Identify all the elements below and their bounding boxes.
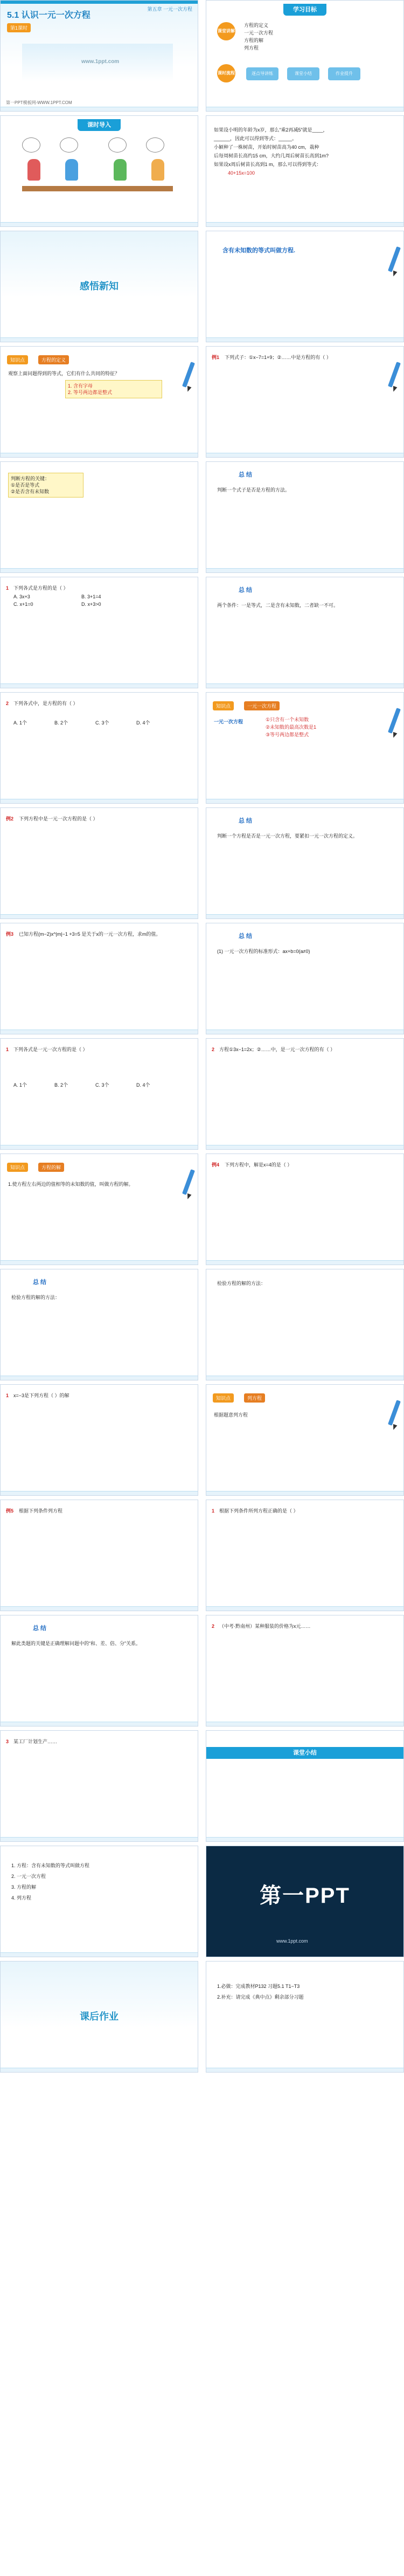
summary-text: (1) 一元一次方程的标准形式：ax+b=0(a≠0) xyxy=(217,949,310,954)
exercise-head: 1 xyxy=(6,585,9,591)
summary-text: 解此类题的关键是正确理解问题中的“和、差、倍、分”关系。 xyxy=(11,1641,141,1646)
slide-recap[interactable] xyxy=(206,1730,404,1842)
summary-title: 总 结 xyxy=(239,472,253,478)
exercise-text: 下列各式是方程的是（ ） xyxy=(13,585,68,591)
slide-bottombar xyxy=(1,1260,198,1265)
intro-line: 如果设小明的年龄为x岁，那么“乘2再减5”就是____， xyxy=(214,127,328,133)
slide-banner: 课时导入 xyxy=(78,119,121,131)
slide-example-4[interactable] xyxy=(206,1154,404,1265)
slide-summary-3[interactable] xyxy=(206,807,404,919)
definition-item: ②未知数的最高次数是1 xyxy=(266,724,317,730)
pen-icon xyxy=(184,362,193,394)
slide-bottombar xyxy=(206,1722,403,1726)
flow-step: 逐点导讲练 xyxy=(246,67,278,80)
objective-item: 方程的定义 xyxy=(244,23,269,28)
slide-exercise-1[interactable] xyxy=(0,577,198,688)
summary-text: 判断一个方程是否是一元一次方程，要紧扣一元一次方程的定义。 xyxy=(217,833,358,839)
chapter-label: 第五章 一元一次方程 xyxy=(147,6,192,12)
method-box xyxy=(8,473,83,498)
kid-figure xyxy=(151,159,164,181)
intro-equation: 40+15x=100 xyxy=(228,170,255,176)
summary-text: 判断一个式子是否是方程的方法。 xyxy=(217,487,290,493)
slide-bottombar xyxy=(206,683,403,688)
intro-line: ______，因此可以得到等式：_____。 xyxy=(214,136,297,141)
example-head: 例2 xyxy=(6,816,14,821)
exercise-head: 2 xyxy=(212,1047,215,1052)
slide-homework[interactable] xyxy=(206,1961,404,2073)
slide-title[interactable] xyxy=(0,0,198,112)
slide-summary-1[interactable] xyxy=(206,461,404,573)
intro-line: 如果设x周后树苗长高到1 m，那么可以得到等式： xyxy=(214,162,322,167)
knowledge-tag: 知识点 xyxy=(7,1163,28,1172)
slide-bottombar xyxy=(206,337,403,342)
ad-footer: www.1ppt.com xyxy=(276,1938,308,1944)
example-text: 下列方程中是一元一次方程的是（ ） xyxy=(19,816,98,821)
definition-item: ①只含有一个未知数 xyxy=(266,717,309,722)
objective-item: 一元一次方程 xyxy=(244,30,274,36)
slide-exercise-4[interactable] xyxy=(206,1038,404,1150)
option[interactable]: D. 4个 xyxy=(136,1082,150,1088)
section-title: 课后作业 xyxy=(80,2011,119,2022)
slide-bottombar xyxy=(206,914,403,918)
definition-label: 一元一次方程 xyxy=(214,719,243,724)
exercise-head: 1 xyxy=(212,1508,215,1514)
pen-icon xyxy=(389,1400,399,1432)
slide-bottombar xyxy=(1,222,198,226)
question-line: 观察上面问题得到的等式，它们有什么共同的特征？ xyxy=(8,371,120,376)
slide-section-new[interactable] xyxy=(0,231,198,342)
slide-knowledge-2[interactable] xyxy=(206,692,404,804)
slide-summary-2[interactable] xyxy=(206,577,404,688)
exercise-text: 根据下列条件所列方程正确的是（ ） xyxy=(219,1508,298,1514)
objective-item: 方程的解 xyxy=(244,38,264,43)
slide-banner: 学习目标 xyxy=(283,4,326,16)
method-item: ①是否是等式 xyxy=(11,482,40,488)
homework-line: 1.必做：完成教材P132 习题5.1 T1−T3 xyxy=(217,1984,300,1989)
slide-topbar xyxy=(1,1,198,4)
slide-bottombar xyxy=(1,568,198,572)
example-text: 已知方程(m−2)x^|m|−1 +3=5 是关于x的一元一次方程，求m的值。 xyxy=(19,931,161,937)
slide-bottombar xyxy=(1,1145,198,1149)
recap-item: 3. 方程的解 xyxy=(11,1884,37,1890)
slide-bottombar xyxy=(1,2068,198,2072)
slide-summary-6[interactable] xyxy=(206,1269,404,1380)
option[interactable]: B. 3+1=4 xyxy=(81,594,101,599)
explain-label: 课堂讲解 xyxy=(217,22,235,40)
knowledge-title: 一元一次方程 xyxy=(244,701,280,710)
lesson-chip: 第1课时 xyxy=(7,23,31,32)
slide-title-text: 5.1 认识一元一次方程 xyxy=(7,11,90,20)
slide-summary-7[interactable] xyxy=(0,1615,198,1726)
recap-item: 1. 方程：含有未知数的等式叫做方程 xyxy=(11,1863,90,1868)
slide-knowledge-4[interactable] xyxy=(206,1384,404,1496)
option[interactable]: B. 2个 xyxy=(54,1082,68,1088)
definition-item: ③等号两边都是整式 xyxy=(266,732,309,737)
slide-summary-4[interactable] xyxy=(206,923,404,1034)
knowledge-title: 方程的解 xyxy=(38,1163,64,1172)
example-head: 例3 xyxy=(6,931,14,937)
recap-item: 4. 列方程 xyxy=(11,1895,32,1901)
option[interactable]: A. 1个 xyxy=(13,720,27,726)
pen-icon xyxy=(389,708,399,740)
example-text: 下列方程中，解是x=4的是（ ） xyxy=(225,1162,292,1168)
knowledge-title: 方程的定义 xyxy=(38,355,69,364)
ppt-logo: 第一PPT xyxy=(260,1884,350,1908)
exercise-text: 下列各式是一元一次方程的是（ ） xyxy=(13,1047,88,1052)
slide-example-1[interactable] xyxy=(206,346,404,458)
objective-item: 列方程 xyxy=(244,45,259,51)
slide-exercise-2[interactable] xyxy=(0,692,198,804)
desk xyxy=(22,186,173,191)
option[interactable]: C. x+1=0 xyxy=(13,602,33,607)
section-title: 感悟新知 xyxy=(80,281,119,292)
speech-bubble xyxy=(108,137,127,153)
slide-bottombar xyxy=(206,222,403,226)
slide-bottombar xyxy=(206,1030,403,1034)
exercise-text: 方程①3x−1=2x；②……中，是一元一次方程的有（ ） xyxy=(219,1047,336,1052)
example-text: 根据下列条件列方程 xyxy=(19,1508,63,1514)
kid-figure xyxy=(65,159,78,181)
exercise-text: （中考·黔南州）某种服装的价格为x元…… xyxy=(219,1624,311,1629)
example-head: 例1 xyxy=(212,355,220,360)
slide-bottombar xyxy=(206,568,403,572)
slide-homework-title[interactable] xyxy=(0,1961,198,2073)
slide-bottombar xyxy=(206,1837,403,1841)
speech-bubble xyxy=(146,137,164,153)
option[interactable]: D. x+3>0 xyxy=(81,602,101,607)
recap-item: 2. 一元一次方程 xyxy=(11,1874,46,1879)
slide-example-5[interactable] xyxy=(0,1500,198,1611)
option[interactable]: B. 2个 xyxy=(54,720,68,726)
speech-bubble xyxy=(60,137,78,153)
answer-line: 2. 等号两边都是整式 xyxy=(68,390,113,395)
slide-bottombar xyxy=(1,1837,198,1841)
option[interactable]: A. 3x+3 xyxy=(13,594,30,599)
slide-bottombar xyxy=(1,1722,198,1726)
answer-box xyxy=(65,380,162,398)
slide-example-2[interactable] xyxy=(0,807,198,919)
slide-def-intro[interactable] xyxy=(206,231,404,342)
exercise-head: 1 xyxy=(6,1047,9,1052)
exercise-head: 3 xyxy=(6,1739,9,1744)
pen-icon xyxy=(389,362,399,394)
summary-text: 两个条件：一是等式，二是含有未知数，二者缺一不可。 xyxy=(217,603,339,608)
knowledge-tag: 知识点 xyxy=(213,1393,234,1403)
flow-step: 作业提升 xyxy=(328,67,360,80)
summary-title: 总 结 xyxy=(239,933,253,940)
slide-bottombar xyxy=(206,1606,403,1611)
summary-text: 检验方程的解的方法： xyxy=(11,1295,60,1300)
slide-bottombar xyxy=(206,1491,403,1495)
slide-exercise-5[interactable] xyxy=(0,1384,198,1496)
summary-title: 总 结 xyxy=(239,818,253,824)
slide-bottombar xyxy=(1,107,198,111)
exercise-text: 某工厂计划生产…… xyxy=(13,1739,58,1744)
exercise-head: 2 xyxy=(6,701,9,706)
slide-bottombar xyxy=(1,683,198,688)
pen-icon xyxy=(389,246,399,279)
summary-title: 总 结 xyxy=(33,1625,47,1632)
definition-text: 1.使方程左右两边的值相等的未知数的值，叫做方程的解。 xyxy=(8,1182,134,1187)
slide-exercise-8[interactable] xyxy=(0,1730,198,1842)
slide-bottombar xyxy=(206,107,403,111)
option[interactable]: C. 3个 xyxy=(95,720,109,726)
slide-example-3[interactable] xyxy=(0,923,198,1034)
slide-bottombar xyxy=(1,914,198,918)
slide-knowledge-3[interactable] xyxy=(0,1154,198,1265)
answer-line: 1. 含有字母 xyxy=(68,383,93,389)
kid-figure xyxy=(27,159,40,181)
brand-line: 第一PPT模板网-WWW.1PPT.COM xyxy=(6,100,72,105)
slide-bottombar xyxy=(1,1952,198,1957)
slide-bottombar xyxy=(1,1030,198,1034)
exercise-head: 2 xyxy=(212,1624,215,1629)
slide-bottombar xyxy=(1,799,198,803)
slide-summary-5[interactable] xyxy=(0,1269,198,1380)
homework-line: 2.补充：请完成《典中点》剩余部分习题 xyxy=(217,1994,304,2000)
slide-bottombar xyxy=(206,1260,403,1265)
exercise-head: 1 xyxy=(6,1393,9,1398)
slide-bottombar xyxy=(206,2068,403,2072)
pen-icon xyxy=(184,1169,193,1201)
option[interactable]: C. 3个 xyxy=(95,1082,109,1088)
slide-bottombar xyxy=(206,799,403,803)
slide-bottombar xyxy=(1,1606,198,1611)
flow-step: 课堂小结 xyxy=(287,67,319,80)
slide-objectives[interactable] xyxy=(206,0,404,112)
slide-exercise-7[interactable] xyxy=(206,1615,404,1726)
slide-recap-list[interactable] xyxy=(0,1846,198,1957)
speech-bubble xyxy=(22,137,40,153)
definition-box: 含有未知数的等式叫做方程. xyxy=(222,247,296,254)
knowledge-tag: 知识点 xyxy=(213,701,234,710)
summary-text: 检验方程的解的方法： xyxy=(217,1281,266,1286)
slide-intro-text[interactable] xyxy=(206,115,404,227)
option[interactable]: D. 4个 xyxy=(136,720,150,726)
kids-illustration xyxy=(22,137,184,213)
slide-bottombar xyxy=(206,453,403,457)
method-text: 根据题意列方程 xyxy=(214,1412,248,1418)
exercise-text: 下列各式中，是方程的有（ ） xyxy=(13,701,78,706)
example-head: 例4 xyxy=(212,1162,220,1168)
intro-line: 后每周树苗长高约15 cm，大约几周后树苗长高到1m? xyxy=(214,153,329,158)
slide-exercise-3[interactable] xyxy=(0,1038,198,1150)
slide-knowledge-1[interactable] xyxy=(0,346,198,458)
method-title: 判断方程的关键： xyxy=(11,476,50,481)
example-text: 下列式子：①x−7=1+9；②……中是方程的有（ ） xyxy=(225,355,331,360)
summary-title: 总 结 xyxy=(239,587,253,593)
slide-bottombar xyxy=(1,337,198,342)
method-item: ②是否含有未知数 xyxy=(11,489,50,494)
slide-exercise-6[interactable] xyxy=(206,1500,404,1611)
slide-bottombar xyxy=(206,1145,403,1149)
exercise-text: x=−3是下列方程（ ）的解 xyxy=(13,1393,69,1398)
slide-bottombar xyxy=(1,453,198,457)
slide-ad[interactable] xyxy=(206,1846,404,1957)
example-head: 例5 xyxy=(6,1508,14,1514)
site-logo: www.1ppt.com xyxy=(81,59,120,65)
slide-bottombar xyxy=(1,1376,198,1380)
slide-bottombar xyxy=(1,1491,198,1495)
option[interactable]: A. 1个 xyxy=(13,1082,27,1088)
intro-line: 小颖种了一株树苗，开始时树苗高为40 cm，栽种 xyxy=(214,144,319,150)
summary-title: 总 结 xyxy=(33,1279,47,1286)
knowledge-title: 列方程 xyxy=(244,1393,265,1403)
slide-intro[interactable] xyxy=(0,115,198,227)
slide-banner: 课堂小结 xyxy=(283,1747,326,1759)
slide-key-method[interactable] xyxy=(0,461,198,573)
kid-figure xyxy=(114,159,127,181)
slide-bottombar xyxy=(206,1376,403,1380)
knowledge-tag: 知识点 xyxy=(7,355,28,364)
flow-label: 课时流程 xyxy=(217,64,235,82)
